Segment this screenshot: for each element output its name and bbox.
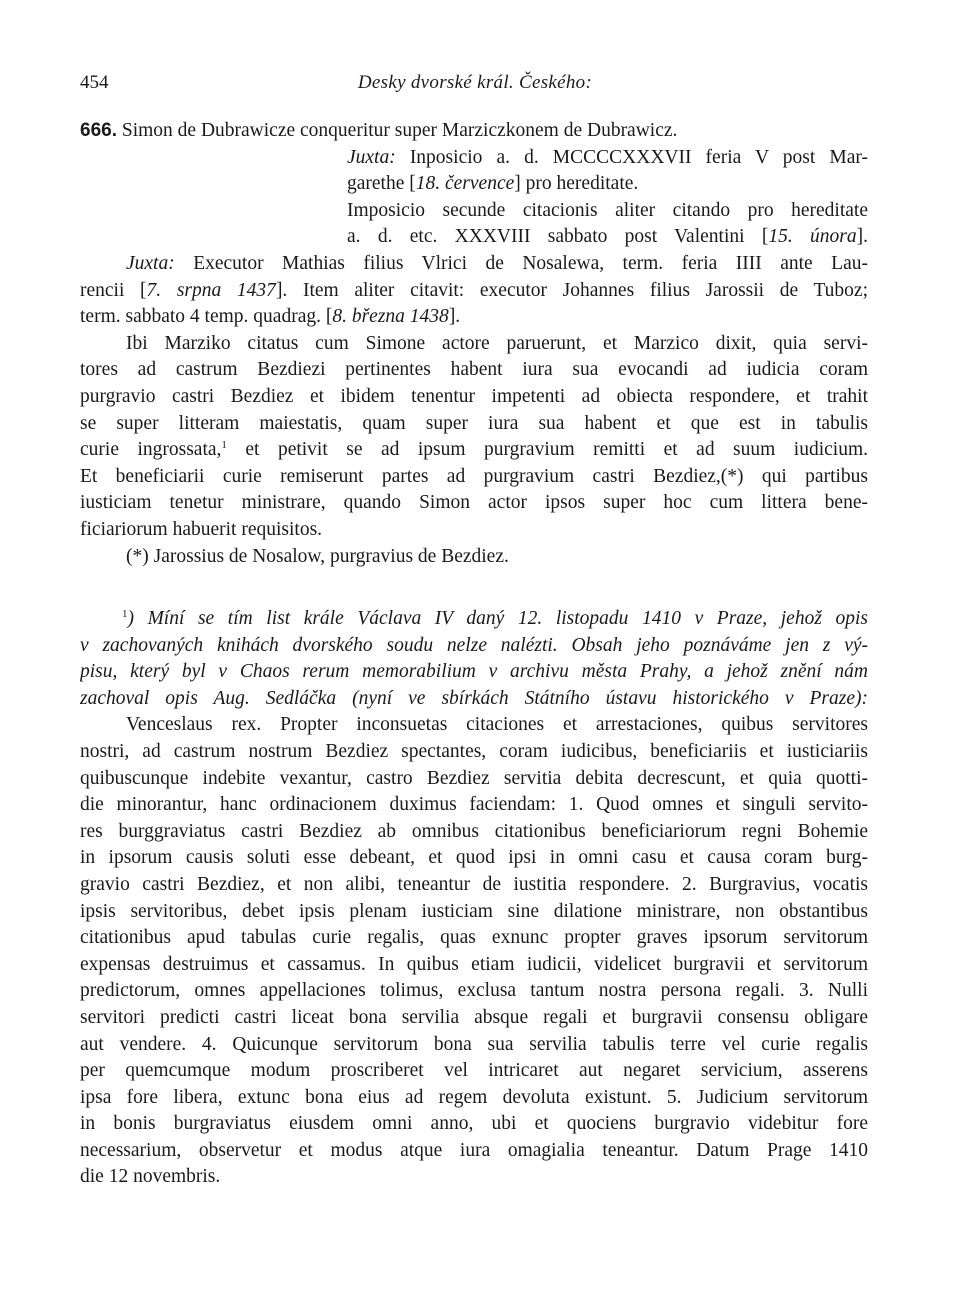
quoted-text-line: Venceslaus rex. Propter inconsuetas citaciones et arrestaciones, quibus servitores [126, 714, 868, 736]
quoted-text-line: expensas destruimus et cassamus. In quibus etiam iudicii, videlicet burgravii et servitorum [80, 953, 868, 975]
quoted-text-line: citationibus apud tabulas curie regalis, quas exnunc propter graves ipsorum servitorum [80, 927, 868, 949]
quoted-text-line: aut vendere. 4. Quicunque servitorum bona sua servilia tabulis terre vel curie regalis [80, 1033, 868, 1055]
text-line: Juxta: Inposicio a. d. MCCCCXXXVII feria V post Mar- [347, 146, 868, 168]
text-line: Ibi Marziko citatus cum Simone actore paruerunt, et Marzico dixit, quia servi- [126, 332, 868, 354]
running-title: Desky dvorské král. Českého: [357, 72, 593, 93]
text-line: Imposicio secunde citacionis aliter citando pro hereditate [347, 199, 868, 221]
text-line: tores ad castrum Bezdiezi pertinentes habent iura sua evocandi ad iudicia coram [80, 359, 868, 381]
entry-number: 666. [80, 120, 117, 141]
quoted-text-line: die minorantur, hanc ordinacionem duximus faciendam: 1. Quod omnes et singuli servito- [80, 794, 868, 816]
quoted-text-line: gravio castri Bezdiez, et non alibi, teneantur de iustitia respondere. 2. Burgravius, vocatis [80, 873, 868, 895]
text-line: purgravio castri Bezdiez et ibidem tenentur impetenti ad obiecta respondere, et trahit [80, 385, 868, 407]
text-line: iusticiam tenetur ministrare, quando Simon actor ipsos super hoc cum littera bene- [80, 492, 868, 514]
text-line: curie ingrossata,$^1$ et petivit se ad ipsum purgravium remitti et ad suum iudicium. [80, 439, 868, 461]
quoted-text-line: ipsa fore libera, extunc bona eius ad regem devoluta existunt. 5. Judicium servitorum [80, 1086, 868, 1108]
footnote-line: zachoval opis Aug. Sedláčka (nyní ve sbírkách Státního ústavu historického v Praze): [80, 687, 868, 709]
text-line: rencii [7. srpna 1437]. Item aliter citavit: executor Johannes filius Jarossii de Tuboz; [80, 279, 868, 301]
page-number: 454 [80, 72, 109, 93]
quoted-text-line: die 12 novembris. [80, 1166, 221, 1188]
entry-heading-line [80, 118, 868, 145]
text-line: Et beneficiarii curie remiserunt partes ad purgravium castri Bezdiez,(*) qui partibus [80, 465, 868, 487]
quoted-text-line: in ipsorum causis soluti esse debeant, et quod ipsi in omni casu et causa coram burg- [80, 847, 868, 869]
quoted-text-line: servitori predicti castri liceat bona servilia absque regali et burgravii consensu obligare [80, 1006, 868, 1028]
footnote-ref: 1 [221, 439, 227, 452]
quoted-text-line: res burggraviatus castri Bezdiez ab omnibus citationibus beneficiariorum regni Bohemie [80, 820, 868, 842]
quoted-text-line: quibuscunque indebite vexantur, castro Bezdiez servitia debita decrescunt, et quia quotti- [80, 767, 868, 789]
entry-title: Simon de Dubrawicze conqueritur super Marziczkonem de Dubrawicz. [116, 120, 678, 141]
footnote-mark: 1 [122, 608, 128, 620]
quoted-text-line: nostri, ad castrum nostrum Bezdiez spectantes, coram iudicibus, beneficiariis et iusticiariis [80, 740, 868, 762]
quoted-text-line: predictorum, omnes appellaciones tolimus, exclusa tantum nostra persona regali. 3. Nulli [80, 980, 868, 1002]
text-line: term. sabbato 4 temp. quadrag. [8. března 1438]. [80, 306, 461, 328]
editor-note: (*) Jarossius de Nosalow, purgravius de Bezdiez. [126, 545, 509, 567]
footnote [80, 606, 868, 1191]
footnote-line: pisu, který byl v Chaos rerum memorabilium v archivu města Prahy, a jehož znění nám [80, 661, 868, 683]
entry-666 [80, 118, 868, 570]
text-line: Juxta: Executor Mathias filius Vlrici de Nosalewa, term. feria IIII ante Lau- [126, 252, 868, 274]
text-line: garethe [18. července] pro hereditate. [347, 173, 639, 195]
footnote-line: v zachovaných knihách dvorského soudu nelze nalézti. Obsah jeho poznáváme jen z vý- [80, 634, 868, 656]
footnote-line: $^1$) Míní se tím list krále Václava IV daný 12. listopadu 1410 v Praze, jehož opis [122, 608, 868, 629]
quoted-text-line: necessarium, observetur et modus atque iura omagialia teneantur. Datum Prage 1410 [80, 1139, 868, 1161]
quoted-text-line: per quemcumque modum proscriberet vel intricaret aut negaret servicium, asserens [80, 1060, 868, 1082]
text-line: se super litteram maiestatis, quam super iura sua habent et que est in tabulis [80, 412, 868, 434]
quoted-text-line: in bonis burgraviatus eiusdem omni anno, ubi et quociens burgravio videbitur fore [80, 1113, 868, 1135]
text-line: a. d. etc. XXXVIII sabbato post Valentini [15. února]. [347, 226, 868, 248]
quoted-text-line: ipsis servitoribus, debet ipsis plenam iusticiam sine dilatione ministrare, non obstantibus [80, 900, 868, 922]
text-line: ficiariorum habuerit requisitos. [80, 518, 323, 540]
page-header [80, 72, 870, 104]
